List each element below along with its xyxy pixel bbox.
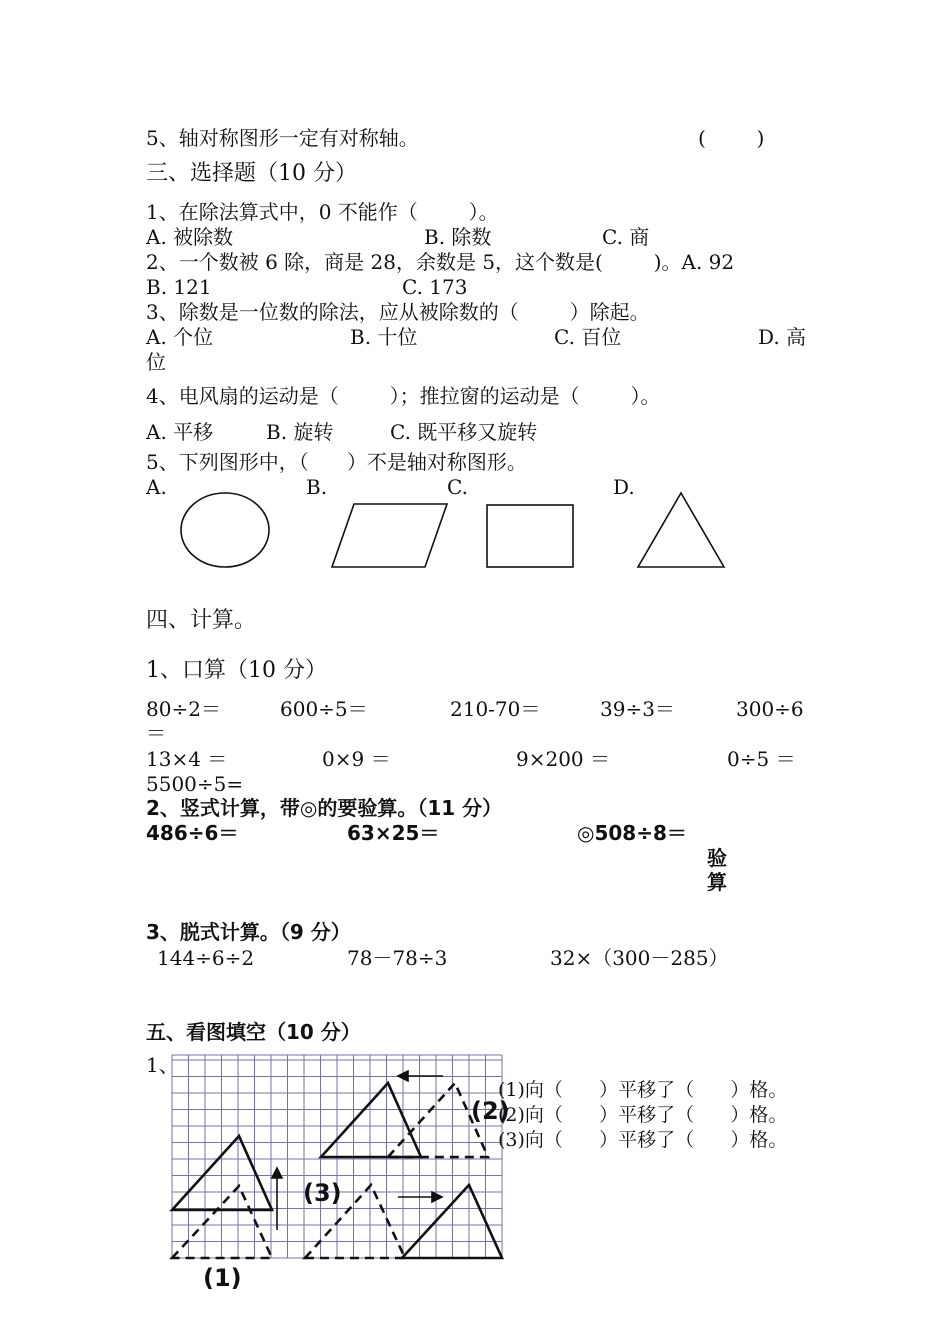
choice-q3-option-d-wrap: 位 (146, 350, 166, 374)
fill-line-3: (3)向（ ）平移了（ ）格。 (498, 1129, 788, 1151)
vertical-calc-title: 2、竖式计算，带◎的要验算。（11 分） (146, 796, 503, 820)
vertical-item: 486÷6＝ (146, 821, 239, 845)
oral-item: 600÷5＝ (280, 697, 368, 721)
choice-q3-option-a: A. 个位 (146, 325, 214, 349)
choice-q3: 3、除数是一位数的除法，应从被除数的（ ）除起。 (146, 300, 650, 324)
oral-item: 13×4 ＝ (146, 747, 228, 771)
choice-q2: 2、一个数被 6 除，商是 28，余数是 5，这个数是( )。A. 92 (146, 250, 735, 274)
figure-label-1: (1) (203, 1264, 242, 1292)
choice-q4-option-b: B. 旋转 (266, 420, 334, 444)
check-label: 算 (707, 870, 727, 894)
oral-item: 5500÷5= (146, 772, 244, 796)
choice-q1-option-c: C. 商 (602, 225, 650, 249)
answer-blank[interactable]: ( ) (698, 126, 765, 150)
choice-q3-option-b: B. 十位 (350, 325, 418, 349)
true-false-q5: 5、轴对称图形一定有对称轴。 (146, 126, 419, 150)
triangle-2-solid (321, 1083, 421, 1157)
oral-item: 80÷2＝ (146, 697, 221, 721)
oral-item: 39÷3＝ (600, 697, 675, 721)
choice-q1-option-a: A. 被除数 (146, 225, 234, 249)
arrow-up-head (272, 1168, 282, 1178)
section-heading-choice: 三、选择题（10 分） (146, 161, 357, 186)
choice-q1-option-b: B. 除数 (424, 225, 492, 249)
vertical-item-check: ◎508÷8＝ (577, 821, 687, 845)
step-item: 78－78÷3 (347, 946, 448, 970)
choice-q4-option-c: C. 既平移又旋转 (390, 420, 538, 444)
fill-line-1: (1)向（ ）平移了（ ）格。 (498, 1079, 788, 1101)
figure-label-3: (3) (303, 1179, 342, 1207)
step-calc-title: 3、脱式计算。（9 分） (146, 920, 351, 944)
choice-q2-option-b: B. 121 (146, 275, 212, 299)
oral-item: 300÷6 (736, 697, 804, 721)
choice-q1: 1、在除法算式中，0 不能作（ ）。 (146, 200, 499, 224)
oral-item: 0÷5 ＝ (727, 747, 796, 771)
choice-q2-option-c: C. 173 (402, 275, 468, 299)
check-label: 验 (707, 846, 727, 870)
shape-label-c: C. (447, 475, 468, 499)
figure-q1: 1、 (146, 1053, 179, 1077)
choice-q4: 4、电风扇的运动是（ ）；推拉窗的运动是（ ）。 (146, 384, 661, 408)
figure-label-2: (2) (471, 1097, 510, 1125)
choice-q4-option-a: A. 平移 (146, 420, 214, 444)
fill-line-2: (2)向（ ）平移了（ ）格。 (498, 1104, 788, 1126)
choice-q3-option-d: D. 高 (758, 325, 807, 349)
oral-item: 0×9 ＝ (322, 747, 391, 771)
section-heading-calc: 四、计算。 (146, 608, 257, 633)
choice-q3-option-c: C. 百位 (554, 325, 622, 349)
vertical-item: 63×25＝ (347, 821, 440, 845)
arrow-right-head (432, 1192, 442, 1202)
step-item: 144÷6÷2 (157, 946, 255, 970)
shape-label-b: B. (306, 475, 328, 499)
oral-item: 210-70＝ (450, 697, 541, 721)
choice-q5: 5、下列图形中，（ ）不是轴对称图形。 (146, 450, 527, 474)
section-heading-figure: 五、看图填空（10 分） (146, 1020, 361, 1044)
oral-item-wrap: ＝ (146, 721, 166, 745)
oral-calc-title: 1、口算（10 分） (146, 658, 327, 683)
step-item: 32×（300－285） (550, 946, 729, 970)
shape-label-d: D. (613, 475, 635, 499)
shape-label-a: A. (146, 475, 167, 499)
oral-item: 9×200 ＝ (516, 747, 611, 771)
